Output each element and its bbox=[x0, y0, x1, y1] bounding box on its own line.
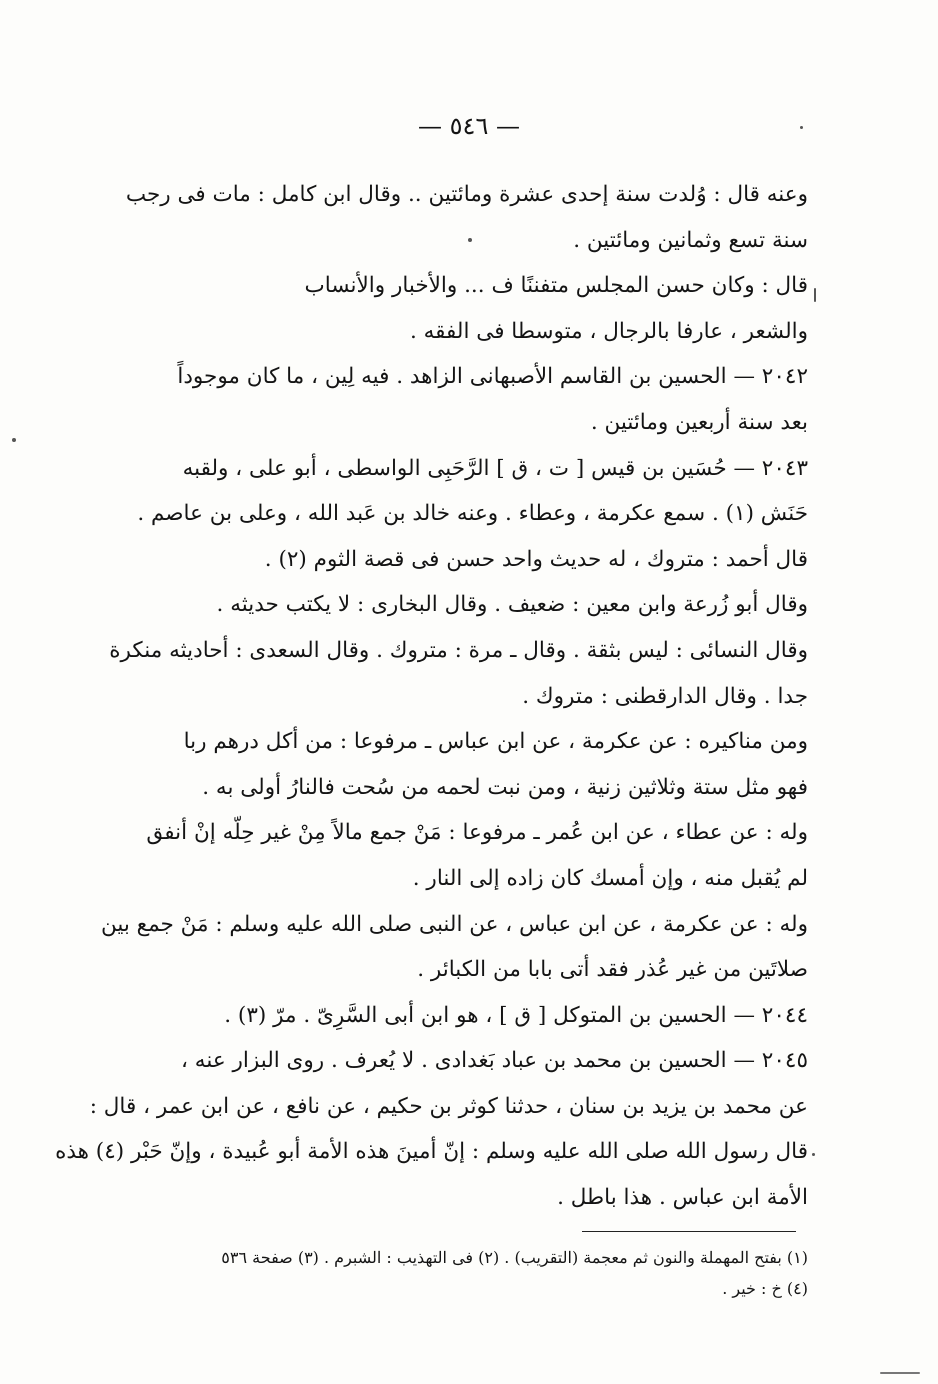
text-line: وعنه قال : وُلدت سنة إحدى عشرة ومائتين .. وقال ابن كامل : مات فى رجب bbox=[125, 182, 808, 207]
main-text bbox=[55, 172, 808, 1221]
text-line: وله : عن عكرمة ، عن ابن عباس ، عن النبى صلى الله عليه وسلم : مَنْ جمع بين bbox=[100, 911, 808, 937]
scan-speck bbox=[468, 238, 472, 242]
text-line: لم يُقبل منه ، وإن أمسك كان زاده إلى النار . bbox=[412, 865, 808, 891]
text-line: عن محمد بن يزيد بن سنان ، حدثنا كوثر بن حكيم ، عن نافع ، عن ابن عمر ، قال : bbox=[89, 1093, 808, 1119]
footnote-divider bbox=[582, 1231, 796, 1232]
text-line: ومن مناكيره : عن عكرمة ، عن ابن عباس ـ مرفوعا : من أكل درهم ربا bbox=[183, 729, 808, 755]
text-line: ٢٠٤٥ — الحسين بن محمد بن عباد بَغدادى . لا يُعرف . روى البزار عنه ، bbox=[181, 1048, 808, 1074]
footnote-line: (٤) خ : خير . bbox=[722, 1279, 808, 1298]
text-line: صلاتَين من غير عُذر فقد أتى بابا من الكبائر . bbox=[417, 957, 808, 983]
text-line: ٢٠٤٣ — حُسَين بن قيس [ ت ، ق ] الرَّحَبِى الواسطى ، أبو على ، ولقبه bbox=[182, 455, 808, 481]
text-line: الأمة ابن عباس . هذا باطل . bbox=[557, 1185, 808, 1211]
scan-speck bbox=[812, 1153, 815, 1156]
text-line: بعد سنة أربعين ومائتين . bbox=[590, 409, 808, 435]
text-line: وله : عن عطاء ، عن ابن عُمر ـ مرفوعا : مَنْ جمع مالاً مِنْ غير حِلّه إنْ أنفق bbox=[146, 820, 808, 846]
text-line: وقال النسائى : ليس بثقة . وقال ـ مرة : متروك . وقال السعدى : أحاديثه منكرة bbox=[109, 637, 808, 663]
text-line: فهو مثل ستة وثلاثين زنية ، ومن نبت لحمه من سُحت فالنارُ أولى به . bbox=[202, 774, 808, 800]
page-number: — ٥٤٦ — bbox=[418, 112, 520, 140]
text-line: قال رسول الله صلى الله عليه وسلم : إنّ أمينَ هذه الأمة أبو عُبيدة ، وإنّ حَبْر (٤) هذه bbox=[55, 1139, 808, 1165]
text-line: جدا . وقال الدارقطنى : متروك . bbox=[522, 683, 808, 709]
text-line: حَنَش (١) . سمع عكرمة ، وعطاء . وعنه خالد بن عَبد الله ، وعلى بن عاصم . bbox=[137, 501, 808, 527]
text-line: والشعر ، عارفا بالرجال ، متوسطا فى الفقه . bbox=[409, 318, 808, 344]
text-line: ٢٠٤٤ — الحسين بن المتوكل [ ق ] ، هو ابن أبى السَّرِىّ . مرّ (٣) . bbox=[224, 1002, 808, 1028]
text-line: قال : وكان حسن المجلس متفننًا ف ... والأخبار والأنساب bbox=[304, 273, 808, 299]
footnote-line: (١) بفتح المهملة والنون ثم معجمة (التقريب) . (٢) فى التهذيب : الشبرم . (٣) صفحة ٥٣٦ bbox=[221, 1248, 808, 1267]
scan-speck bbox=[800, 126, 803, 129]
scan-speck bbox=[814, 288, 816, 302]
text-line: ٢٠٤٢ — الحسين بن القاسم الأصبهانى الزاهد . فيه لِين ، ما كان موجوداً bbox=[177, 364, 808, 390]
text-line: قال أحمد : متروك ، له حديث واحد حسن فى قصة الثوم (٢) . bbox=[264, 546, 808, 572]
text-line: سنة تسع وثمانين ومائتين . bbox=[573, 227, 808, 253]
footnotes bbox=[112, 1242, 808, 1304]
scan-speck bbox=[880, 1372, 920, 1374]
text-line: وقال أبو زُرعة وابن معين : ضعيف . وقال البخارى : لا يكتب حديثه . bbox=[216, 592, 808, 618]
scan-speck bbox=[12, 438, 16, 442]
